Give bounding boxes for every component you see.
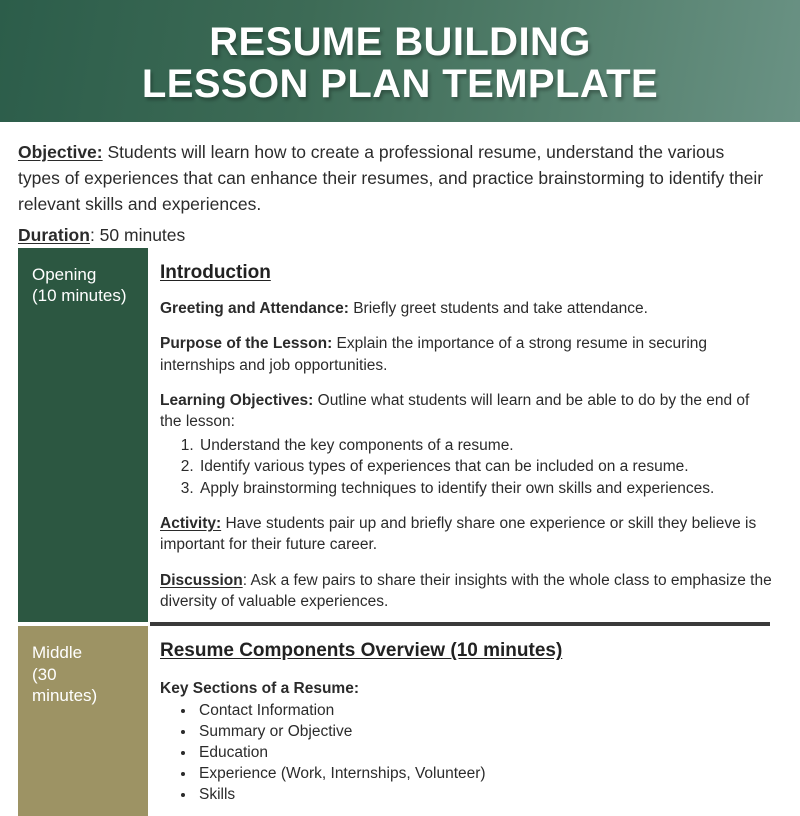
block-purpose-of-lesson-label: Purpose of the Lesson: <box>160 335 333 353</box>
list-item: 1. Understand the key components of a resume. <box>198 435 774 456</box>
duration-label: Duration <box>18 224 90 245</box>
page-banner <box>0 0 800 122</box>
block-activity-text: Have students pair up and briefly share one experience or skill they believe is important for their future career. <box>160 514 757 554</box>
learning-objectives-list <box>160 435 774 499</box>
section-tag-opening-line-1: Opening <box>32 264 97 284</box>
list-item: 2. Identify various types of experiences that can be included on a resume. <box>198 456 774 477</box>
block-purpose-of-lesson <box>160 333 774 376</box>
block-learning-objectives-text: Outline what students will learn and be able to do by the end of the lesson: <box>160 392 750 431</box>
list-item: • Summary or Objective <box>196 722 774 743</box>
block-greeting-attendance <box>160 298 774 319</box>
block-activity-label: Activity: <box>160 514 222 532</box>
section-tag-middle-line-3: minutes) <box>32 686 98 706</box>
key-sections-list <box>160 701 774 806</box>
lesson-overview <box>0 122 800 248</box>
objective-line <box>18 140 770 218</box>
block-discussion-text: : Ask a few pairs to share their insights with the whole class to emphasize the diversity of valuable experiences. <box>160 571 772 611</box>
block-discussion <box>160 570 774 613</box>
section-tag-middle <box>18 626 148 816</box>
section-heading-introduction: Introduction <box>160 261 271 283</box>
section-body-opening <box>148 248 800 623</box>
page-title <box>142 21 658 106</box>
section-tag-opening-line-2: (10 minutes) <box>32 286 127 306</box>
section-tag-middle-line-2: (30 <box>32 664 57 684</box>
list-item: • Contact Information <box>196 701 774 722</box>
section-tag-middle-line-1: Middle <box>32 643 83 663</box>
page-title-line-1: RESUME BUILDING <box>209 19 591 64</box>
key-sections-label: Key Sections of a Resume: <box>160 680 359 698</box>
block-learning-objectives <box>160 390 774 433</box>
objective-text: Students will learn how to create a professional resume, understand the various types of experiences that can enhance their resumes, and practice brainstorming to identify their relevant skills and experiences. <box>18 142 764 214</box>
list-item: 3. Apply brainstorming techniques to identify their own skills and experiences. <box>198 478 774 499</box>
section-body-middle <box>148 626 800 816</box>
block-greeting-attendance-label: Greeting and Attendance: <box>160 299 349 317</box>
list-item: • Experience (Work, Internships, Volunteer) <box>196 764 774 785</box>
section-heading-resume-components: Resume Components Overview (10 minutes) <box>160 640 563 662</box>
block-discussion-label: Discussion <box>160 571 243 589</box>
section-middle <box>0 626 800 816</box>
section-tag-opening <box>18 248 148 623</box>
block-learning-objectives-label: Learning Objectives: <box>160 392 314 410</box>
block-purpose-of-lesson-text: Explain the importance of a strong resume in securing internships and job opportunities. <box>160 335 708 374</box>
list-item: • Skills <box>196 785 774 806</box>
duration-text: : 50 minutes <box>89 224 186 245</box>
section-opening <box>0 248 800 623</box>
block-greeting-attendance-text: Briefly greet students and take attendance. <box>348 299 648 317</box>
list-item: • Education <box>196 743 774 764</box>
page-title-line-2: LESSON PLAN TEMPLATE <box>141 62 659 106</box>
duration-line <box>18 222 770 248</box>
objective-label: Objective: <box>18 142 103 162</box>
block-activity <box>160 513 774 556</box>
